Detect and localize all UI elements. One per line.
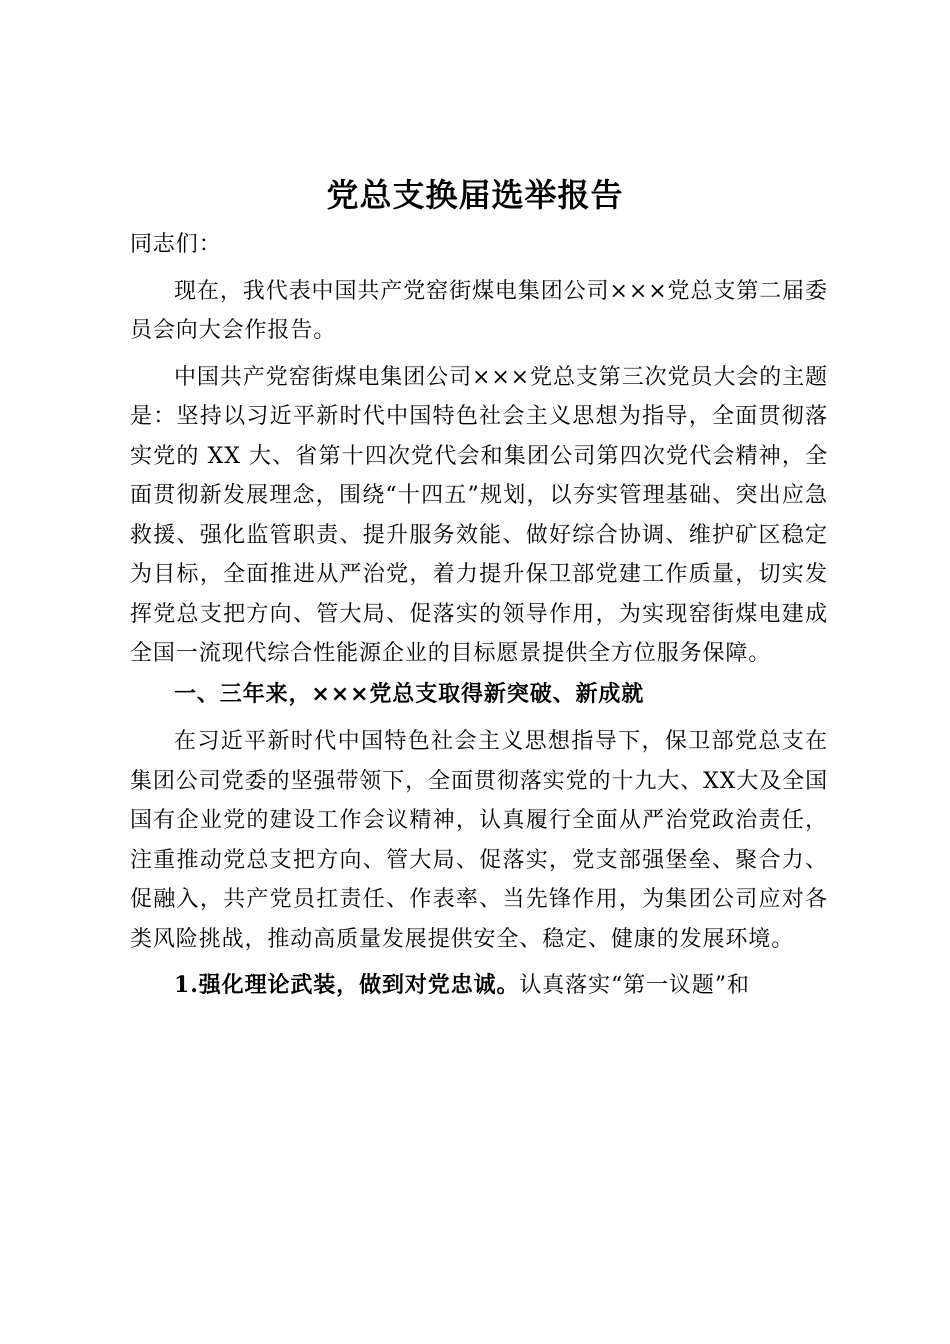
paragraph-theme: 中国共产党窑街煤电集团公司×××党总支第三次党员大会的主题是：坚持以习近平新时代中国特色社会主义思想为指导，全面贯彻落实党的 XX 大、省第十四次党代会和集团公司第四次党代会精神，全面贯彻新发展理念，围绕“十四五”规划，以夯实管理基础、突出应急救援、强化监管职责、提升服务效能、做好综合协调、维护矿区稳定为目标，全面推进从严治党，着力提升保卫部党建工作质量，切实发挥党总支把方向、管大局、促落实的领导作用，为实现窑街煤电建成全国一流现代综合性能源企业的目标愿景提供全方位服务保障。 [130,364,828,666]
spacer [130,265,828,272]
paragraph-opening: 现在，我代表中国共产党窑街煤电集团公司×××党总支第二届委员会向大会作报告。 [130,278,828,343]
spacer [130,959,828,966]
paragraph-achievements: 在习近平新时代中国特色社会主义思想指导下，保卫部党总支在集团公司党委的坚强带领下，全面贯彻落实党的十九大、XX大及全国国有企业党的建设工作会议精神，认真履行全面从严治党政治责任，注重推动党总支把方向、管大局、促落实，党支部强堡垒、聚合力、促融入，共产党员扛责任、作表率、当先锋作用，为集团公司应对各类风险挑战，推动高质量发展提供安全、稳定、健康的发展环境。 [130,729,828,952]
document-title: 党总支换届选举报告 [326,176,624,214]
point-1-title: 1.强化理论武装，做到对党忠诚。 [174,972,520,998]
point-1-text: 认真落实“第一议题”和 [519,973,750,998]
spacer [130,351,828,358]
document-body [130,225,828,1006]
section-heading: 一、三年来，×××党总支取得新突破、新成就 [174,681,645,707]
salutation: 同志们： [130,232,222,257]
paragraph-point-1 [130,966,828,1006]
